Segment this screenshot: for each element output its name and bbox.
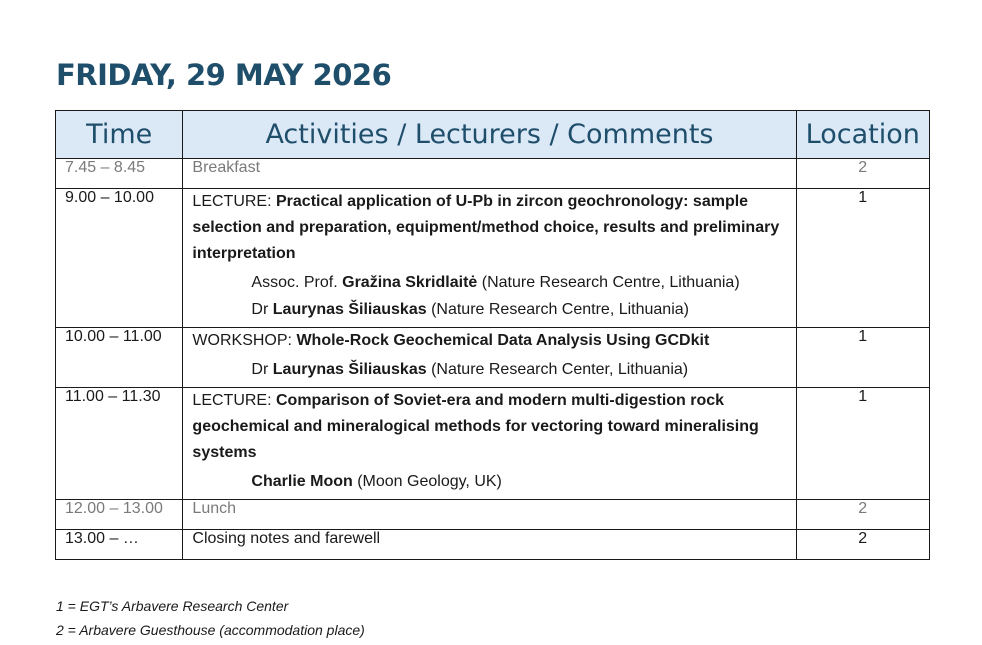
row-activity: Breakfast	[183, 159, 796, 189]
page-title: FRIDAY, 29 MAY 2026	[56, 58, 392, 92]
row-location: 2	[796, 159, 929, 189]
table-header-row	[56, 111, 930, 159]
speaker-affiliation: (Moon Geology, UK)	[357, 473, 502, 490]
row-location: 2	[796, 500, 929, 530]
activity-type: WORKSHOP:	[192, 332, 292, 349]
legend-note: 1 = EGT’s Arbavere Research Center	[56, 598, 289, 614]
speaker-affiliation: (Nature Research Centre, Lithuania)	[481, 274, 740, 291]
speaker-line	[192, 300, 786, 320]
activity-type: LECTURE:	[192, 193, 272, 210]
row-activity: Lunch	[183, 500, 796, 530]
row-time: 10.00 – 11.00	[56, 328, 183, 388]
table-row	[56, 328, 930, 388]
location-legend	[56, 594, 365, 642]
row-time: 9.00 – 10.00	[56, 189, 183, 328]
speaker-name: Charlie Moon	[251, 473, 353, 490]
table-row	[56, 159, 930, 189]
table-row	[56, 500, 930, 530]
header-location: Location	[796, 111, 929, 159]
speaker-title: Dr	[251, 301, 269, 318]
header-activities: Activities / Lecturers / Comments	[183, 111, 796, 159]
speaker-name: Laurynas Šiliauskas	[272, 301, 427, 318]
activity-heading	[192, 189, 786, 267]
speaker-line	[192, 472, 786, 492]
speaker-title: Dr	[251, 361, 269, 378]
row-activity	[183, 388, 796, 500]
activity-title: Practical application of U-Pb in zircon geochronology: sample selection and preparation, equipment/method choice, results and preliminary interpretation	[192, 193, 780, 262]
row-location: 2	[796, 530, 929, 560]
speaker-affiliation: (Nature Research Centre, Lithuania)	[431, 301, 689, 318]
row-time: 12.00 – 13.00	[56, 500, 183, 530]
speaker-title: Assoc. Prof.	[251, 274, 338, 291]
activity-title: Comparison of Soviet-era and modern multi-digestion rock geochemical and mineralogical methods for vectoring toward mineralising systems	[192, 392, 759, 461]
legend-note: 2 = Arbavere Guesthouse (accommodation place)	[56, 622, 365, 638]
activity-heading	[192, 328, 786, 354]
table-row	[56, 530, 930, 560]
row-time: 11.00 – 11.30	[56, 388, 183, 500]
row-location: 1	[796, 388, 929, 500]
activity-title: Whole-Rock Geochemical Data Analysis Using GCDkit	[296, 332, 710, 349]
speaker-line	[192, 273, 786, 293]
row-location: 1	[796, 189, 929, 328]
speaker-name: Gražina Skridlaitė	[342, 274, 478, 291]
table-row	[56, 388, 930, 500]
row-activity	[183, 328, 796, 388]
row-time: 13.00 – …	[56, 530, 183, 560]
table-row	[56, 189, 930, 328]
speaker-affiliation: (Nature Research Center, Lithuania)	[431, 361, 689, 378]
row-activity: Closing notes and farewell	[183, 530, 796, 560]
schedule-table	[55, 110, 930, 560]
speaker-name: Laurynas Šiliauskas	[272, 361, 427, 378]
speaker-line	[192, 360, 786, 380]
row-location: 1	[796, 328, 929, 388]
row-time: 7.45 – 8.45	[56, 159, 183, 189]
header-time: Time	[56, 111, 183, 159]
row-activity	[183, 189, 796, 328]
activity-type: LECTURE:	[192, 392, 272, 409]
activity-heading	[192, 388, 786, 466]
